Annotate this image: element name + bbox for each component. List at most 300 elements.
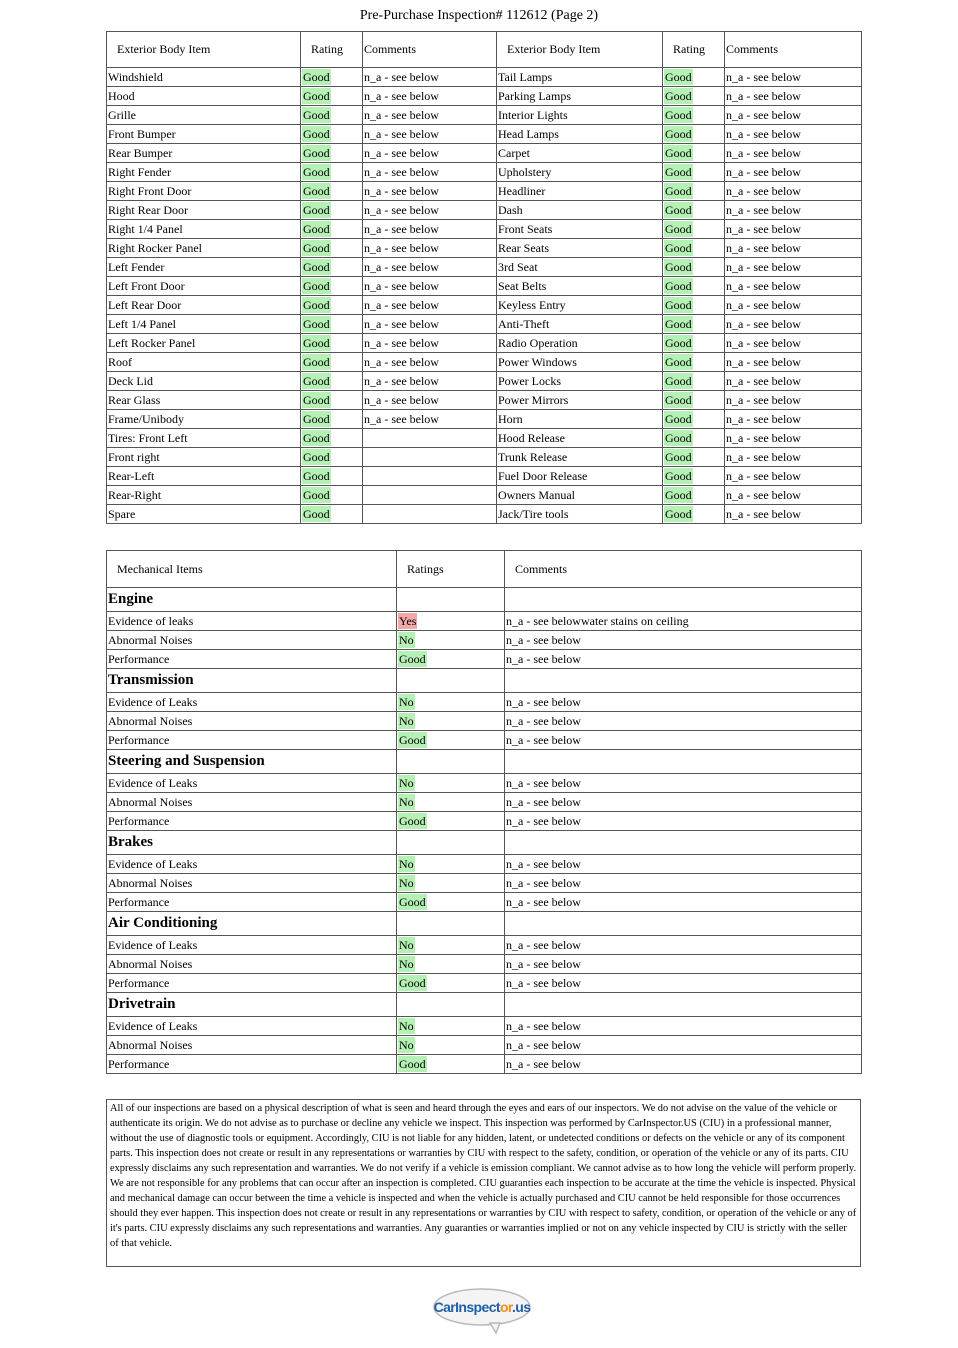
rating-cell [663, 125, 725, 144]
comment-cell: n_a - see below [505, 693, 862, 712]
comment-cell [363, 486, 497, 505]
item-cell: Evidence of Leaks [107, 1017, 397, 1036]
rating-cell [663, 163, 725, 182]
rating-cell [301, 315, 363, 334]
item-cell: Windshield [107, 68, 301, 87]
rating-badge: Good [303, 146, 330, 160]
rating-badge: No [399, 857, 414, 871]
rating-cell [663, 258, 725, 277]
rating-cell [397, 1055, 505, 1074]
item-cell: Trunk Release [497, 448, 663, 467]
section-title: Air Conditioning [107, 912, 397, 936]
rating-badge: No [399, 714, 414, 728]
comment-cell: n_a - see below [505, 874, 862, 893]
table-row [107, 467, 862, 486]
item-cell: Performance [107, 1055, 397, 1074]
table-row [107, 372, 862, 391]
rating-badge: No [399, 695, 414, 709]
comment-cell: n_a - see below [725, 410, 862, 429]
item-cell: Jack/Tire tools [497, 505, 663, 524]
item-cell: Upholstery [497, 163, 663, 182]
comment-cell: n_a - see below [725, 467, 862, 486]
rating-cell [663, 391, 725, 410]
rating-badge: Good [399, 814, 426, 828]
empty-cell [505, 669, 862, 693]
table-row [107, 410, 862, 429]
table-row [107, 277, 862, 296]
comment-cell [363, 467, 497, 486]
rating-badge: Good [665, 469, 692, 483]
rating-badge: Good [665, 488, 692, 502]
item-cell: Left 1/4 Panel [107, 315, 301, 334]
rating-badge: Good [303, 488, 330, 502]
table-row [107, 486, 862, 505]
item-cell: Performance [107, 650, 397, 669]
rating-badge: Good [665, 374, 692, 388]
rating-cell [397, 936, 505, 955]
rating-cell [663, 87, 725, 106]
rating-badge: Good [303, 374, 330, 388]
comment-cell: n_a - see below [505, 712, 862, 731]
comment-cell: n_a - see below [505, 650, 862, 669]
comment-cell: n_a - see below [725, 486, 862, 505]
table-row [107, 163, 862, 182]
comment-cell: n_a - see below [505, 936, 862, 955]
item-cell: Hood Release [497, 429, 663, 448]
rating-cell [397, 955, 505, 974]
rating-badge: Good [303, 279, 330, 293]
table-row [107, 955, 862, 974]
item-cell: Left Fender [107, 258, 301, 277]
comment-cell: n_a - see below [725, 296, 862, 315]
table-row [107, 693, 862, 712]
comment-cell: n_a - see below [725, 68, 862, 87]
table-row [107, 353, 862, 372]
rating-cell [301, 334, 363, 353]
comment-cell: n_a - see below [505, 731, 862, 750]
rating-cell [301, 277, 363, 296]
item-cell: Performance [107, 812, 397, 831]
rating-badge: No [399, 938, 414, 952]
item-cell: Tail Lamps [497, 68, 663, 87]
rating-badge: Good [303, 203, 330, 217]
rating-cell [301, 125, 363, 144]
item-cell: Performance [107, 974, 397, 993]
item-cell: Abnormal Noises [107, 793, 397, 812]
comment-cell: n_a - see below [363, 277, 497, 296]
rating-cell [397, 612, 505, 631]
item-cell: Rear-Right [107, 486, 301, 505]
rating-cell [301, 429, 363, 448]
item-cell: Rear Bumper [107, 144, 301, 163]
comment-cell: n_a - see below [505, 1055, 862, 1074]
rating-cell [301, 296, 363, 315]
rating-badge: Good [665, 89, 692, 103]
table-row [107, 448, 862, 467]
rating-cell [301, 87, 363, 106]
item-cell: Headliner [497, 182, 663, 201]
rating-cell [301, 163, 363, 182]
empty-cell [397, 993, 505, 1017]
item-cell: Head Lamps [497, 125, 663, 144]
item-cell: Anti-Theft [497, 315, 663, 334]
comment-cell: n_a - see below [505, 1017, 862, 1036]
item-cell: Performance [107, 893, 397, 912]
rating-badge: Good [665, 355, 692, 369]
rating-badge: Good [665, 317, 692, 331]
rating-cell [301, 106, 363, 125]
comment-cell: n_a - see below [363, 182, 497, 201]
rating-cell [663, 467, 725, 486]
exterior-header-row [107, 32, 862, 68]
comment-cell: n_a - see below [725, 182, 862, 201]
table-row [107, 220, 862, 239]
section-title: Steering and Suspension [107, 750, 397, 774]
rating-badge: Good [303, 317, 330, 331]
column-header: Exterior Body Item [497, 32, 663, 68]
table-row [107, 774, 862, 793]
table-row [107, 812, 862, 831]
item-cell: Left Front Door [107, 277, 301, 296]
comment-cell: n_a - see below [363, 372, 497, 391]
rating-badge: Good [303, 241, 330, 255]
rating-badge: Good [665, 165, 692, 179]
table-row [107, 391, 862, 410]
comment-cell [363, 448, 497, 467]
item-cell: Evidence of Leaks [107, 936, 397, 955]
table-row [107, 874, 862, 893]
item-cell: Rear-Left [107, 467, 301, 486]
item-cell: Abnormal Noises [107, 631, 397, 650]
rating-badge: No [399, 795, 414, 809]
rating-badge: Good [399, 976, 426, 990]
comment-cell: n_a - see below [363, 144, 497, 163]
rating-badge: Good [665, 279, 692, 293]
comment-cell: n_a - see below [725, 334, 862, 353]
rating-badge: Good [399, 652, 426, 666]
rating-badge: Good [303, 336, 330, 350]
rating-cell [301, 239, 363, 258]
item-cell: Carpet [497, 144, 663, 163]
rating-badge: Good [303, 184, 330, 198]
comment-cell: n_a - see below [363, 68, 497, 87]
item-cell: Abnormal Noises [107, 1036, 397, 1055]
rating-badge: No [399, 633, 414, 647]
rating-cell [397, 855, 505, 874]
rating-cell [663, 486, 725, 505]
section-row [107, 831, 862, 855]
comment-cell: n_a - see below [363, 220, 497, 239]
rating-cell [663, 410, 725, 429]
exterior-body-table [106, 31, 862, 524]
empty-cell [505, 588, 862, 612]
item-cell: Roof [107, 353, 301, 372]
rating-cell [663, 68, 725, 87]
item-cell: Grille [107, 106, 301, 125]
item-cell: Fuel Door Release [497, 467, 663, 486]
item-cell: Abnormal Noises [107, 874, 397, 893]
column-header: Mechanical Items [107, 551, 397, 588]
logo-text-car: Car [433, 1299, 456, 1315]
logo-text-inspect: Inspect [455, 1299, 500, 1315]
rating-badge: Good [303, 469, 330, 483]
item-cell: Seat Belts [497, 277, 663, 296]
table-row [107, 936, 862, 955]
empty-cell [397, 669, 505, 693]
rating-cell [301, 182, 363, 201]
item-cell: Tires: Front Left [107, 429, 301, 448]
rating-cell [301, 505, 363, 524]
rating-badge: Good [303, 298, 330, 312]
empty-cell [397, 750, 505, 774]
item-cell: Power Mirrors [497, 391, 663, 410]
rating-cell [397, 693, 505, 712]
rating-badge: Good [303, 507, 330, 521]
rating-cell [301, 258, 363, 277]
section-title: Engine [107, 588, 397, 612]
rating-cell [397, 974, 505, 993]
comment-cell: n_a - see below [725, 505, 862, 524]
rating-cell [301, 486, 363, 505]
table-row [107, 793, 862, 812]
column-header: Comments [725, 32, 862, 68]
rating-cell [301, 68, 363, 87]
rating-cell [301, 353, 363, 372]
table-row [107, 296, 862, 315]
column-header: Rating [301, 32, 363, 68]
rating-badge: Good [303, 431, 330, 445]
item-cell: Evidence of Leaks [107, 855, 397, 874]
empty-cell [505, 912, 862, 936]
rating-badge: Good [399, 733, 426, 747]
comment-cell: n_a - see below [725, 391, 862, 410]
item-cell: Keyless Entry [497, 296, 663, 315]
rating-badge: No [399, 1019, 414, 1033]
rating-badge: Good [399, 895, 426, 909]
comment-cell: n_a - see below [725, 429, 862, 448]
rating-badge: Good [665, 393, 692, 407]
comment-cell [363, 429, 497, 448]
comment-cell: n_a - see below [363, 353, 497, 372]
rating-cell [397, 1036, 505, 1055]
empty-cell [397, 831, 505, 855]
logo-text-or: or [499, 1299, 512, 1315]
item-cell: Dash [497, 201, 663, 220]
rating-badge: Good [665, 336, 692, 350]
item-cell: Rear Seats [497, 239, 663, 258]
rating-badge: Good [303, 127, 330, 141]
table-row [107, 1017, 862, 1036]
empty-cell [397, 912, 505, 936]
table-row [107, 974, 862, 993]
column-header: Comments [505, 551, 862, 588]
table-row [107, 68, 862, 87]
rating-badge: Good [665, 127, 692, 141]
item-cell: Spare [107, 505, 301, 524]
rating-cell [397, 1017, 505, 1036]
column-header: Comments [363, 32, 497, 68]
item-cell: Right Front Door [107, 182, 301, 201]
rating-cell [663, 106, 725, 125]
rating-cell [397, 812, 505, 831]
item-cell: Horn [497, 410, 663, 429]
comment-cell: n_a - see below [363, 315, 497, 334]
comment-cell: n_a - see below [725, 106, 862, 125]
rating-badge: Good [665, 203, 692, 217]
table-row [107, 315, 862, 334]
empty-cell [397, 588, 505, 612]
item-cell: Front Bumper [107, 125, 301, 144]
mechanical-header-row [107, 551, 862, 588]
page-title: Pre-Purchase Inspection# 112612 (Page 2) [359, 8, 599, 23]
comment-cell: n_a - see below [363, 106, 497, 125]
comment-cell: n_a - see below [725, 315, 862, 334]
comment-cell: n_a - see below [505, 774, 862, 793]
mechanical-items-table [106, 550, 862, 1074]
rating-badge: No [399, 776, 414, 790]
table-row [107, 334, 862, 353]
item-cell: 3rd Seat [497, 258, 663, 277]
rating-badge: Good [665, 108, 692, 122]
table-row [107, 650, 862, 669]
section-row [107, 750, 862, 774]
comment-cell: n_a - see below [363, 239, 497, 258]
section-row [107, 588, 862, 612]
table-row [107, 239, 862, 258]
rating-cell [397, 731, 505, 750]
rating-cell [397, 893, 505, 912]
table-row [107, 429, 862, 448]
rating-badge: Good [665, 507, 692, 521]
rating-cell [301, 144, 363, 163]
table-row [107, 182, 862, 201]
table-row [107, 855, 862, 874]
table-row [107, 125, 862, 144]
item-cell: Power Windows [497, 353, 663, 372]
item-cell: Right Fender [107, 163, 301, 182]
empty-cell [505, 831, 862, 855]
rating-cell [397, 650, 505, 669]
comment-cell: n_a - see below [725, 258, 862, 277]
table-row [107, 631, 862, 650]
table-row [107, 106, 862, 125]
column-header: Rating [663, 32, 725, 68]
comment-cell: n_a - see below [505, 893, 862, 912]
rating-cell [663, 429, 725, 448]
comment-cell: n_a - see below [363, 410, 497, 429]
rating-cell [663, 144, 725, 163]
rating-cell [663, 353, 725, 372]
rating-cell [663, 220, 725, 239]
comment-cell: n_a - see below [363, 201, 497, 220]
rating-cell [397, 874, 505, 893]
comment-cell: n_a - see below [725, 448, 862, 467]
rating-badge: Good [303, 260, 330, 274]
item-cell: Abnormal Noises [107, 955, 397, 974]
comment-cell: n_a - see belowwater stains on ceiling [505, 612, 862, 631]
item-cell: Front right [107, 448, 301, 467]
comment-cell: n_a - see below [725, 87, 862, 106]
comment-cell: n_a - see below [505, 855, 862, 874]
rating-cell [301, 391, 363, 410]
item-cell: Abnormal Noises [107, 712, 397, 731]
table-row [107, 731, 862, 750]
table-row [107, 201, 862, 220]
comment-cell: n_a - see below [725, 125, 862, 144]
column-header: Ratings [397, 551, 505, 588]
rating-cell [301, 467, 363, 486]
comment-cell: n_a - see below [725, 353, 862, 372]
comment-cell: n_a - see below [505, 1036, 862, 1055]
rating-badge: Good [665, 70, 692, 84]
comment-cell: n_a - see below [725, 372, 862, 391]
rating-cell [301, 448, 363, 467]
section-row [107, 912, 862, 936]
carinspector-logo [432, 1287, 532, 1335]
rating-cell [301, 410, 363, 429]
rating-badge: Good [665, 450, 692, 464]
rating-badge: Good [665, 260, 692, 274]
rating-badge: No [399, 1038, 414, 1052]
rating-cell [397, 774, 505, 793]
rating-badge: Good [665, 412, 692, 426]
item-cell: Deck Lid [107, 372, 301, 391]
rating-cell [663, 448, 725, 467]
comment-cell: n_a - see below [725, 144, 862, 163]
item-cell: Evidence of Leaks [107, 693, 397, 712]
comment-cell: n_a - see below [725, 239, 862, 258]
rating-badge: Good [665, 431, 692, 445]
rating-badge: No [399, 957, 414, 971]
rating-cell [301, 372, 363, 391]
rating-badge: Good [303, 355, 330, 369]
rating-badge: Good [303, 70, 330, 84]
item-cell: Rear Glass [107, 391, 301, 410]
comment-cell: n_a - see below [505, 793, 862, 812]
rating-cell [663, 239, 725, 258]
item-cell: Radio Operation [497, 334, 663, 353]
comment-cell [363, 505, 497, 524]
rating-badge: Good [665, 146, 692, 160]
rating-badge: Good [665, 298, 692, 312]
rating-cell [663, 505, 725, 524]
rating-badge: Good [303, 165, 330, 179]
table-row [107, 1055, 862, 1074]
rating-cell [663, 182, 725, 201]
rating-cell [301, 201, 363, 220]
rating-cell [663, 296, 725, 315]
rating-cell [663, 334, 725, 353]
comment-cell: n_a - see below [725, 220, 862, 239]
rating-cell [663, 372, 725, 391]
rating-badge: Good [303, 412, 330, 426]
comment-cell: n_a - see below [725, 201, 862, 220]
comment-cell: n_a - see below [505, 974, 862, 993]
comment-cell: n_a - see below [725, 277, 862, 296]
section-row [107, 993, 862, 1017]
rating-badge: Good [665, 241, 692, 255]
column-header: Exterior Body Item [107, 32, 301, 68]
rating-badge: Good [303, 393, 330, 407]
item-cell: Performance [107, 731, 397, 750]
rating-cell [663, 201, 725, 220]
rating-badge: Yes [399, 614, 417, 628]
rating-cell [663, 277, 725, 296]
rating-badge: Good [303, 222, 330, 236]
rating-cell [397, 712, 505, 731]
svg-text:CarInspector.us [434, 1299, 532, 1315]
item-cell: Evidence of Leaks [107, 774, 397, 793]
